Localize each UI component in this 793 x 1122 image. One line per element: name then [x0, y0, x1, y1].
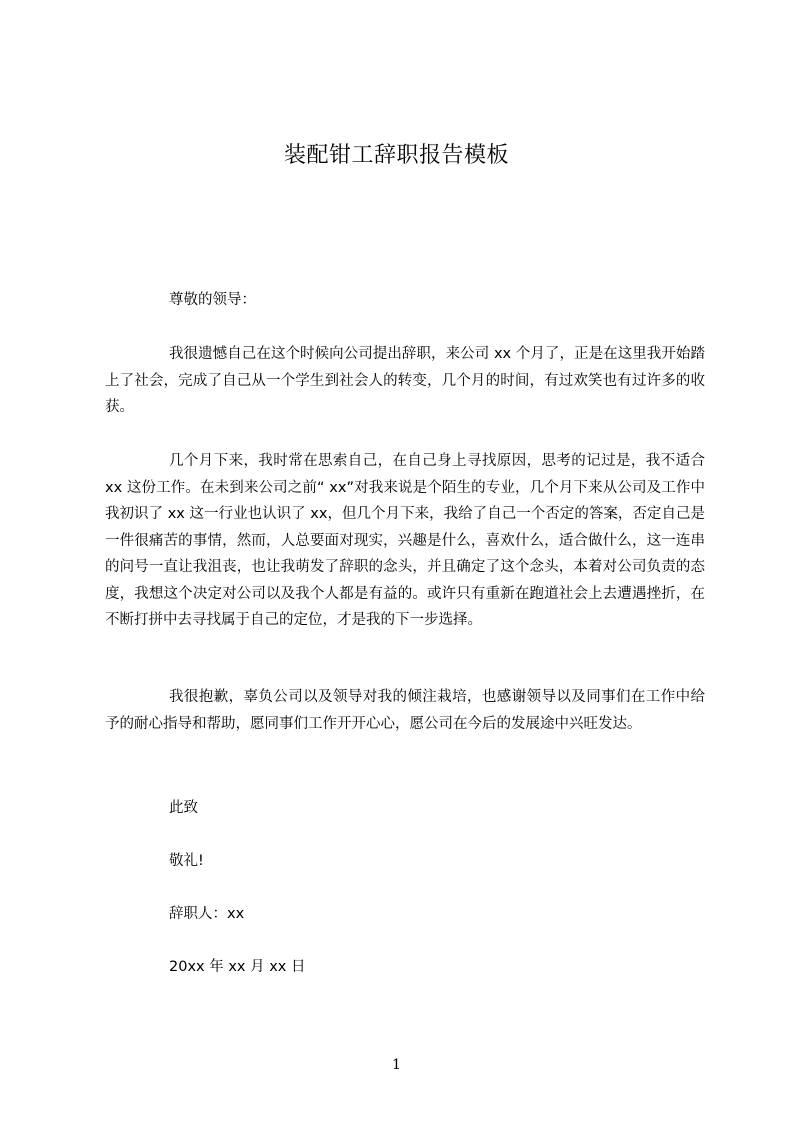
- document-title: 装配钳工辞职报告模板: [283, 143, 509, 168]
- paragraph-3: 我很抱歉，辜负公司以及领导对我的倾注栽培，也感谢领导以及同事们在工作中给予的耐心指导和帮助，愿同事们工作开开心心，愿公司在今后的发展途中兴旺发达。: [105, 689, 705, 732]
- paragraph-2: 几个月下来，我时常在思索自己，在自己身上寻找原因，思考的记过是，我不适合 xx 这份工作。在未到来公司之前“ xx”对我来说是个陌生的专业，几个月下来从公司及工作中我初识了 xx 这一行业也认识了 xx，但几个月下来，我给了自己一个否定的答案，否定自己是一件很痛苦的事情，然而，人总要面对现实，兴趣是什么，喜欢什么，适合做什么，这一连串的问号一直让我沮丧，也让我萌发了辞职的念头，并且确定了这个念头，本着对公司负责的态度，我想这个决定对公司以及我个人都是有益的。或许只有重新在跑道社会上去遭遇挫折，在不断打拼中去寻找属于自己的定位，才是我的下一步选择。: [105, 453, 705, 628]
- signature-line: 辞职人：xx: [169, 906, 245, 922]
- closing-salute: 敬礼!: [169, 853, 204, 869]
- salutation: 尊敬的领导：: [169, 292, 256, 308]
- date-line: 20xx 年 xx 月 xx 日: [169, 959, 306, 975]
- page-number: 1: [392, 1057, 401, 1073]
- paragraph-1: 我很遗憾自己在这个时候向公司提出辞职，来公司 xx 个月了，正是在这里我开始踏上了社会，完成了自己从一个学生到社会人的转变，几个月的时间，有过欢笑也有过许多的收获。: [105, 346, 705, 415]
- closing-regards: 此致: [169, 800, 198, 816]
